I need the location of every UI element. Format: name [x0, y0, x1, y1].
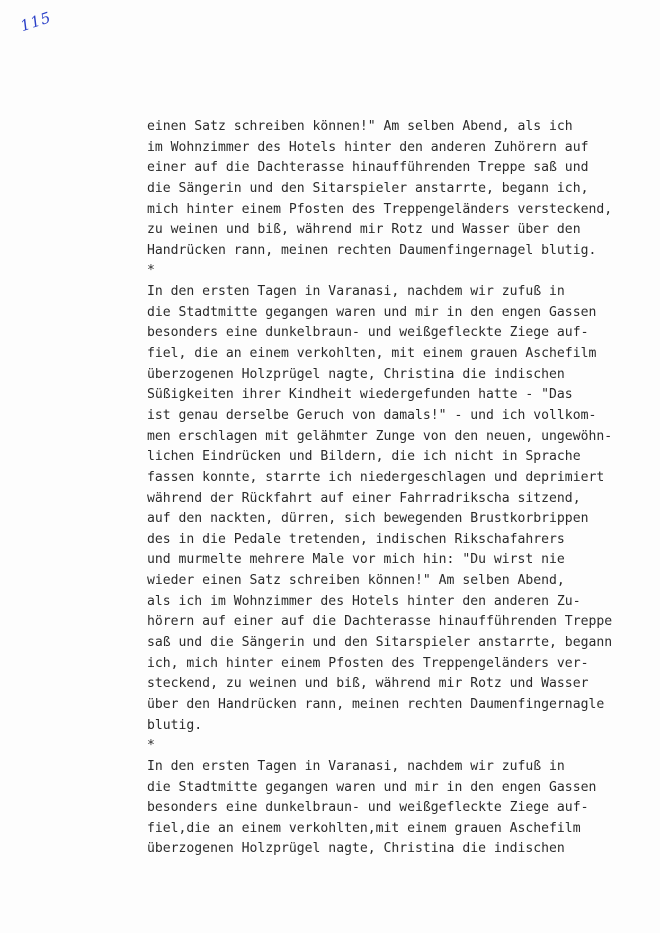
text-line: hörern auf einer auf die Dachterasse hinaufführenden Treppe: [147, 614, 613, 630]
text-line: auf den nackten, dürren, sich bewegenden Brustkorbrippen: [147, 511, 589, 527]
text-line: besonders eine dunkelbraun- und weißgefleckte Ziege auf-: [147, 800, 589, 816]
text-line: überzogenen Holzprügel nagte, Christina die indischen: [147, 841, 565, 857]
text-line: fiel, die an einem verkohlten, mit einem grauen Aschefilm: [147, 346, 597, 362]
handwritten-page-number: 115: [18, 8, 54, 36]
text-line: fassen konnte, starrte ich niedergeschlagen und deprimiert: [147, 469, 605, 485]
text-line: Süßigkeiten ihrer Kindheit wiedergefunden hatte - "Das: [147, 387, 573, 403]
text-line: des in die Pedale tretenden, indischen Rikschafahrers: [147, 531, 565, 547]
text-line: im Wohnzimmer des Hotels hinter den anderen Zuhörern auf: [147, 139, 589, 155]
text-line: *: [147, 738, 155, 754]
text-line: zu weinen und biß, während mir Rotz und Wasser über den: [147, 222, 581, 238]
text-line: *: [147, 263, 155, 279]
text-line: die Stadtmitte gegangen waren und mir in den engen Gassen: [147, 779, 597, 795]
text-line: überzogenen Holzprügel nagte, Christina die indischen: [147, 366, 565, 382]
text-line: mich hinter einem Pfosten des Treppengeländers versteckend,: [147, 201, 613, 217]
text-line: men erschlagen mit gelähmter Zunge von den neuen, ungewöhn-: [147, 428, 613, 444]
text-line: die Sängerin und den Sitarspieler anstarrte, begann ich,: [147, 180, 589, 196]
text-line: In den ersten Tagen in Varanasi, nachdem wir zufuß in: [147, 758, 565, 774]
text-line: über den Handrücken rann, meinen rechten Daumenfingernagle: [147, 696, 605, 712]
text-line: während der Rückfahrt auf einer Fahrradrikscha sitzend,: [147, 490, 581, 506]
text-line: ich, mich hinter einem Pfosten des Treppengeländers ver-: [147, 655, 589, 671]
text-line: die Stadtmitte gegangen waren und mir in den engen Gassen: [147, 304, 597, 320]
text-line: saß und die Sängerin und den Sitarspieler anstarrte, begann: [147, 635, 613, 651]
text-line: fiel,die an einem verkohlten,mit einem grauen Aschefilm: [147, 820, 581, 836]
text-line: lichen Eindrücken und Bildern, die ich nicht in Sprache: [147, 449, 581, 465]
typewritten-text-body: [147, 117, 637, 860]
text-line: besonders eine dunkelbraun- und weißgefleckte Ziege auf-: [147, 325, 589, 341]
text-line: Handrücken rann, meinen rechten Daumenfingernagel blutig.: [147, 242, 597, 258]
text-line: steckend, zu weinen und biß, während mir Rotz und Wasser: [147, 676, 589, 692]
text-line: als ich im Wohnzimmer des Hotels hinter den anderen Zu-: [147, 593, 581, 609]
text-line: einer auf die Dachterasse hinaufführenden Treppe saß und: [147, 160, 589, 176]
text-line: ist genau derselbe Geruch von damals!" - und ich vollkom-: [147, 407, 597, 423]
text-line: wieder einen Satz schreiben können!" Am selben Abend,: [147, 573, 565, 589]
text-line: In den ersten Tagen in Varanasi, nachdem wir zufuß in: [147, 284, 565, 300]
text-line: und murmelte mehrere Male vor mich hin: "Du wirst nie: [147, 552, 565, 568]
text-line: blutig.: [147, 717, 203, 733]
text-line: einen Satz schreiben können!" Am selben Abend, als ich: [147, 119, 573, 134]
